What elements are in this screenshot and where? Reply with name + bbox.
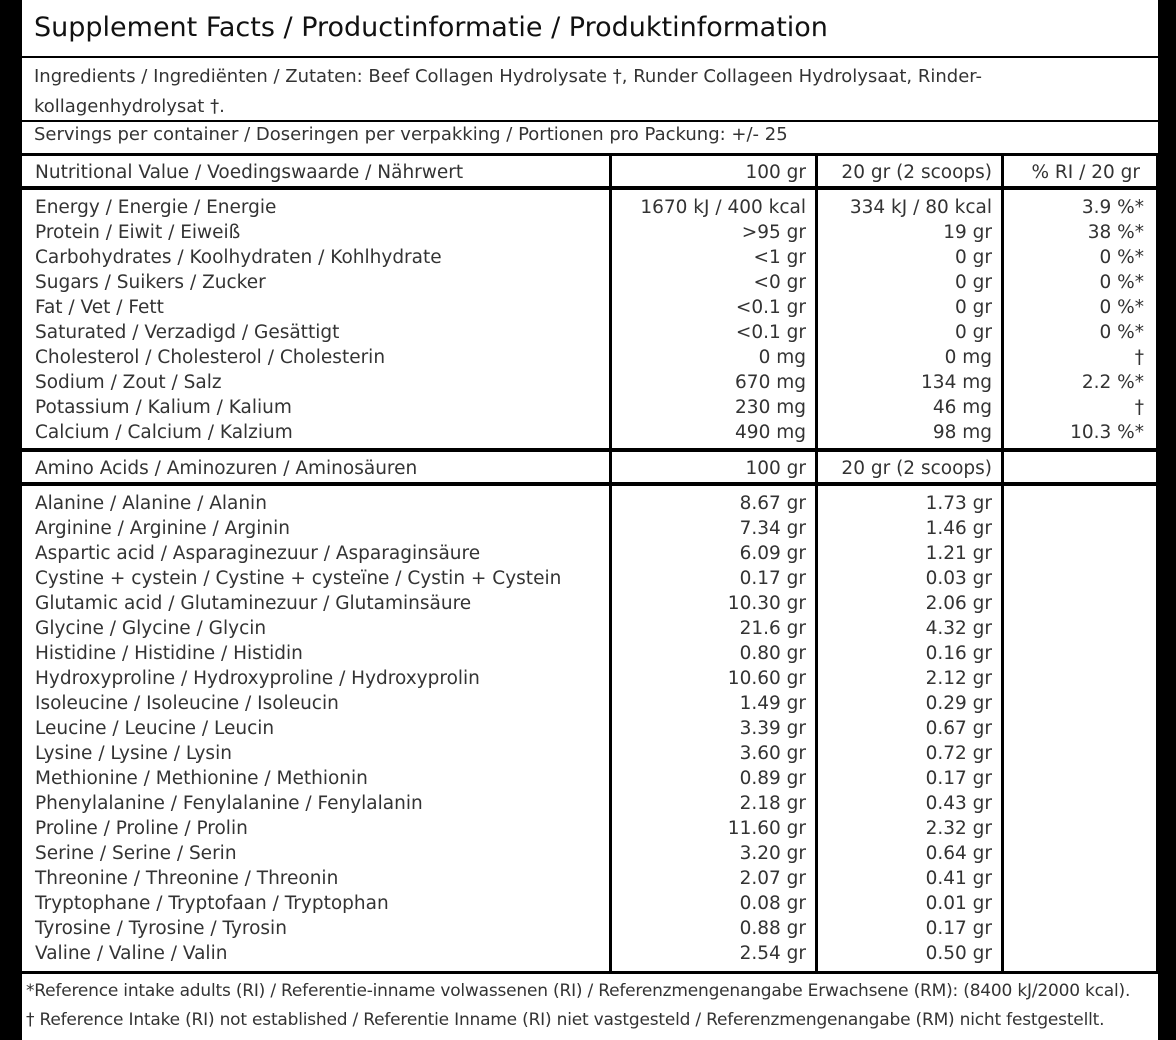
nutrition-row-100gr: >95 gr (741, 222, 806, 243)
nutrition-row-ri: 0 %* (1099, 322, 1144, 343)
amino-row-100gr: 2.54 gr (739, 943, 806, 964)
amino-row-label: Methionine / Methionine / Methionin (35, 768, 368, 789)
nutrition-row-label: Cholesterol / Cholesterol / Cholesterin (35, 347, 386, 368)
amino-row-label: Hydroxyproline / Hydroxyproline / Hydroxyprolin (35, 668, 480, 689)
nutrition-header-label: Nutritional Value / Voedingswaarde / Nährwert (35, 162, 464, 183)
nutrition-row-label: Energy / Energie / Energie (35, 197, 277, 218)
nutrition-row-label: Potassium / Kalium / Kalium (35, 397, 292, 418)
amino-row-20gr: 0.72 gr (925, 743, 992, 764)
nutrition-row-20gr: 134 mg (921, 372, 992, 393)
nutrition-row-ri: 2.2 %* (1081, 372, 1144, 393)
amino-row-100gr: 0.89 gr (739, 768, 806, 789)
footnote-dagger: † Reference Intake (RI) not established / Referentie Inname (RI) niet vastgesteld / Referenzmengenangabe (RM) nicht festgestellt. (26, 1010, 1105, 1030)
nutrition-row-ri: 0 %* (1099, 297, 1144, 318)
servings-text: Servings per container / Doseringen per verpakking / Portionen pro Packung: +/- 25 (34, 124, 788, 145)
amino-row-100gr: 8.67 gr (739, 493, 806, 514)
ingredients-text: Ingredients / Ingrediënten / Zutaten: Beef Collagen Hydrolysate †, Runder Collageen Hydrolysaat, Rinder-kollagenhydrolysat †. (34, 66, 983, 117)
nutrition-row-100gr: <0.1 gr (735, 322, 806, 343)
nutrition-row-100gr: <1 gr (753, 247, 806, 268)
nutrition-row-100gr: 230 mg (735, 397, 806, 418)
amino-row-label: Cystine + cystein / Cystine + cysteïne / Cystin + Cystein (35, 568, 562, 589)
nutrition-row-20gr: 0 gr (955, 322, 992, 343)
amino-row-20gr: 1.46 gr (925, 518, 992, 539)
amino-row-20gr: 0.41 gr (925, 868, 992, 889)
amino-row-label: Threonine / Threonine / Threonin (35, 868, 339, 889)
nutrition-row-20gr: 0 mg (944, 347, 992, 368)
amino-row-20gr: 0.17 gr (925, 768, 992, 789)
nutrition-row-label: Saturated / Verzadigd / Gesättigt (35, 322, 340, 343)
nutrition-row-100gr: <0 gr (753, 272, 806, 293)
nutrition-row-20gr: 334 kJ / 80 kcal (849, 197, 992, 218)
nutrition-row-ri: † (1134, 397, 1144, 418)
amino-row-20gr: 0.67 gr (925, 718, 992, 739)
amino-row-100gr: 6.09 gr (739, 543, 806, 564)
footnote-ri: *Reference intake adults (RI) / Referentie-inname volwassenen (RI) / Referenzmengenangabe Erwachsene (RM): (8400 kJ/2000 kcal). (26, 981, 1131, 1001)
amino-row-100gr: 21.6 gr (739, 618, 806, 639)
amino-row-20gr: 0.01 gr (925, 893, 992, 914)
nutrition-row-label: Fat / Vet / Fett (35, 297, 164, 318)
nutrition-row-20gr: 19 gr (943, 222, 992, 243)
footnotes-panel (22, 974, 1158, 1040)
amino-header-label: Amino Acids / Aminozuren / Aminosäuren (35, 458, 418, 479)
nutrition-row-100gr: 1670 kJ / 400 kcal (640, 197, 806, 218)
nutrition-row-label: Protein / Eiwit / Eiweiß (35, 222, 241, 243)
nutrition-row-100gr: 490 mg (735, 422, 806, 443)
amino-body-col-3 (1004, 486, 1156, 971)
amino-row-label: Leucine / Leucine / Leucin (35, 718, 275, 739)
amino-row-20gr: 2.06 gr (925, 593, 992, 614)
amino-row-20gr: 0.64 gr (925, 843, 992, 864)
amino-row-label: Phenylalanine / Fenylalanine / Fenylalanin (35, 793, 423, 814)
amino-row-100gr: 1.49 gr (739, 693, 806, 714)
nutrition-header-100gr: 100 gr (745, 162, 806, 183)
amino-row-20gr: 4.32 gr (925, 618, 992, 639)
amino-row-label: Lysine / Lysine / Lysin (35, 743, 232, 764)
nutrition-header-20gr: 20 gr (2 scoops) (841, 162, 992, 183)
nutrition-row-20gr: 0 gr (955, 297, 992, 318)
nutrition-row-ri: 0 %* (1099, 272, 1144, 293)
servings-panel (22, 122, 1158, 153)
amino-row-100gr: 10.60 gr (727, 668, 806, 689)
amino-row-label: Arginine / Arginine / Arginin (35, 518, 290, 539)
amino-row-100gr: 0.08 gr (739, 893, 806, 914)
amino-row-100gr: 0.88 gr (739, 918, 806, 939)
amino-row-label: Valine / Valine / Valin (35, 943, 228, 964)
amino-row-label: Histidine / Histidine / Histidin (35, 643, 303, 664)
title-panel (22, 0, 1158, 56)
amino-row-20gr: 1.21 gr (925, 543, 992, 564)
amino-row-label: Aspartic acid / Asparaginezuur / Asparaginsäure (35, 543, 481, 564)
amino-row-20gr: 0.17 gr (925, 918, 992, 939)
amino-header-col-3 (1004, 452, 1156, 482)
amino-row-label: Tyrosine / Tyrosine / Tyrosin (35, 918, 287, 939)
nutrition-row-label: Carbohydrates / Koolhydraten / Kohlhydrate (35, 247, 442, 268)
amino-row-label: Glycine / Glycine / Glycin (35, 618, 267, 639)
nutrition-row-100gr: 0 mg (758, 347, 806, 368)
amino-row-20gr: 0.16 gr (925, 643, 992, 664)
nutrition-row-20gr: 98 mg (932, 422, 992, 443)
nutrition-row-ri: 0 %* (1099, 247, 1144, 268)
nutrition-row-100gr: 670 mg (735, 372, 806, 393)
nutrition-row-ri: 38 %* (1087, 222, 1144, 243)
amino-row-100gr: 10.30 gr (727, 593, 806, 614)
amino-row-20gr: 2.12 gr (925, 668, 992, 689)
nutrition-row-20gr: 0 gr (955, 247, 992, 268)
amino-row-100gr: 7.34 gr (739, 518, 806, 539)
nutrition-row-label: Sodium / Zout / Salz (35, 372, 222, 393)
amino-row-label: Tryptophane / Tryptofaan / Tryptophan (35, 893, 389, 914)
nutrition-row-ri: 3.9 %* (1081, 197, 1144, 218)
amino-row-20gr: 0.50 gr (925, 943, 992, 964)
nutrition-row-label: Sugars / Suikers / Zucker (35, 272, 266, 293)
amino-row-100gr: 3.60 gr (739, 743, 806, 764)
amino-row-100gr: 2.18 gr (739, 793, 806, 814)
amino-row-label: Proline / Proline / Prolin (35, 818, 248, 839)
amino-row-100gr: 3.20 gr (739, 843, 806, 864)
nutrition-row-ri: 10.3 %* (1070, 422, 1144, 443)
amino-row-100gr: 3.39 gr (739, 718, 806, 739)
nutrition-header-ri: % RI / 20 gr (1031, 162, 1140, 183)
amino-row-20gr: 0.03 gr (925, 568, 992, 589)
ingredients-panel (22, 58, 1158, 120)
amino-row-label: Alanine / Alanine / Alanin (35, 493, 267, 514)
amino-row-label: Glutamic acid / Glutaminezuur / Glutaminsäure (35, 593, 472, 614)
nutrition-row-label: Calcium / Calcium / Kalzium (35, 422, 293, 443)
amino-row-20gr: 0.43 gr (925, 793, 992, 814)
amino-row-label: Isoleucine / Isoleucine / Isoleucin (35, 693, 339, 714)
amino-row-label: Serine / Serine / Serin (35, 843, 237, 864)
amino-header-20gr: 20 gr (2 scoops) (841, 458, 992, 479)
page-title: Supplement Facts / Productinformatie / Produktinformation (34, 12, 828, 43)
amino-row-20gr: 1.73 gr (925, 493, 992, 514)
amino-row-100gr: 0.80 gr (739, 643, 806, 664)
nutrition-row-100gr: <0.1 gr (735, 297, 806, 318)
nutrition-row-20gr: 46 mg (932, 397, 992, 418)
amino-row-100gr: 11.60 gr (727, 818, 806, 839)
nutrition-row-20gr: 0 gr (955, 272, 992, 293)
amino-row-20gr: 0.29 gr (925, 693, 992, 714)
amino-row-100gr: 2.07 gr (739, 868, 806, 889)
amino-row-20gr: 2.32 gr (925, 818, 992, 839)
amino-header-100gr: 100 gr (745, 458, 806, 479)
nutrition-row-ri: † (1134, 347, 1144, 368)
amino-row-100gr: 0.17 gr (739, 568, 806, 589)
